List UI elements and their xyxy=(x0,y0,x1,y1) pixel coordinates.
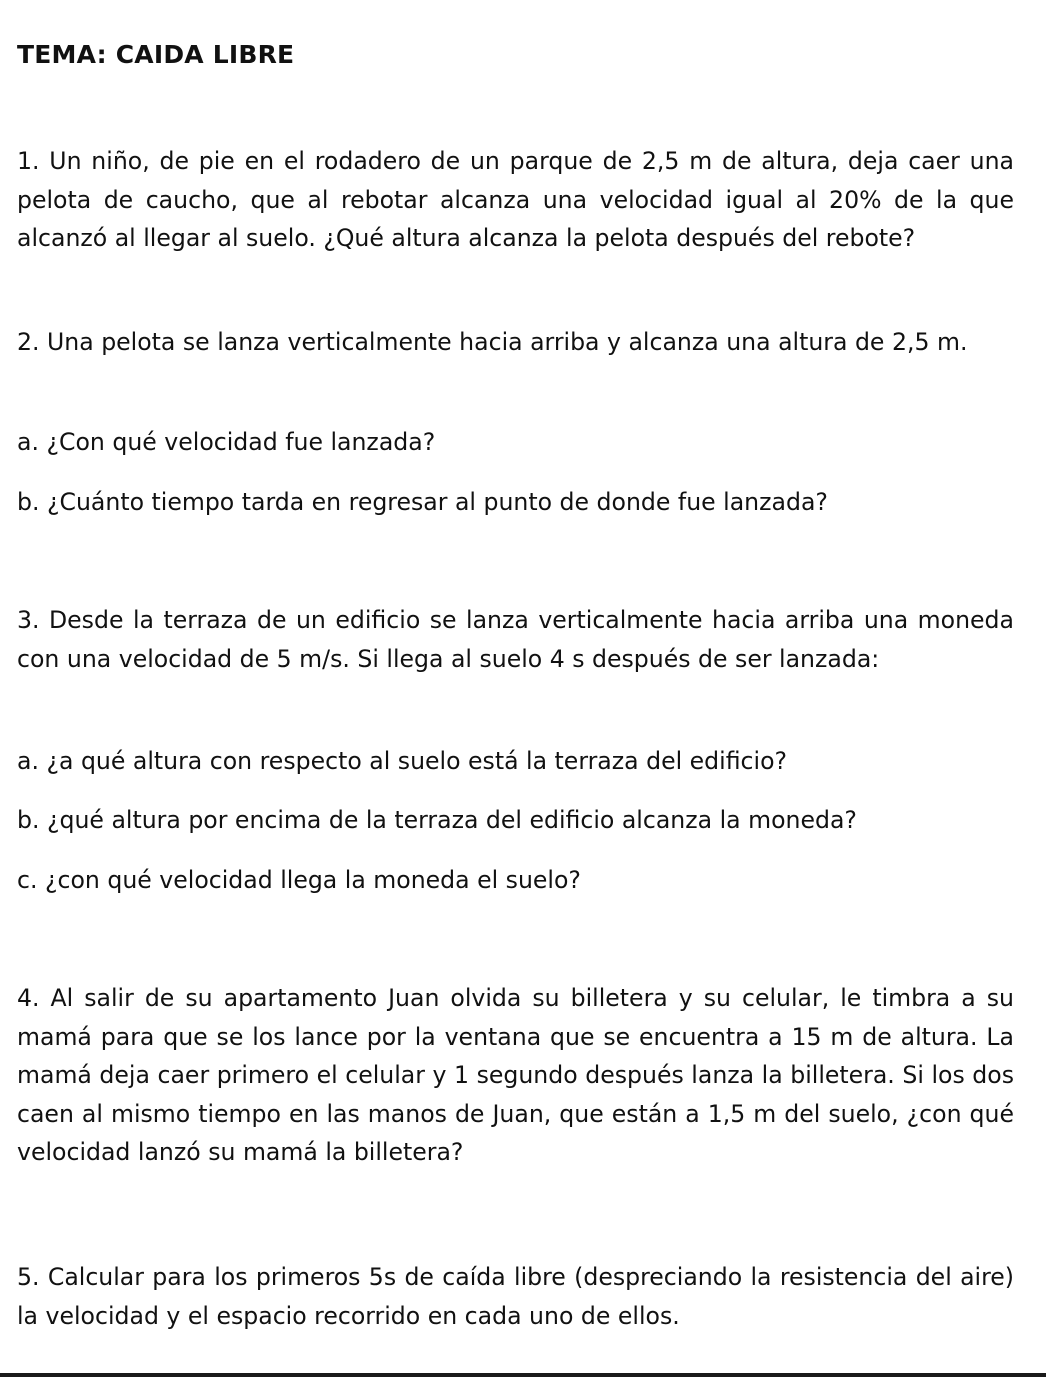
problem-3-statement: 3. Desde la terraza de un edificio se lanza verticalmente hacia arriba una moneda con una velocidad de 5 m/s. Si llega al suelo 4 s después de ser lanzada: xyxy=(17,606,1014,673)
page-title: TEMA: CAIDA LIBRE xyxy=(17,40,295,69)
problem-2-part-b: b. ¿Cuánto tiempo tarda en regresar al punto de donde fue lanzada? xyxy=(17,488,828,516)
problem-1-statement: 1. Un niño, de pie en el rodadero de un parque de 2,5 m de altura, deja caer una pelota de caucho, que al rebotar alcanza una velocidad igual al 20% de la que alcanzó al llegar al suelo. ¿Qué altura alcanza la pelota después del rebote? xyxy=(17,147,1014,252)
problem-3-part-a: a. ¿a qué altura con respecto al suelo está la terraza del edificio? xyxy=(17,747,788,775)
problem-5-statement: 5. Calcular para los primeros 5s de caída libre (despreciando la resistencia del aire) la velocidad y el espacio recorrido en cada uno de ellos. xyxy=(17,1263,1014,1330)
problem-3-part-c: c. ¿con qué velocidad llega la moneda el suelo? xyxy=(17,866,581,894)
bottom-divider xyxy=(0,1373,1046,1377)
problem-3-part-b: b. ¿qué altura por encima de la terraza del edificio alcanza la moneda? xyxy=(17,806,857,834)
problem-4-statement: 4. Al salir de su apartamento Juan olvida su billetera y su celular, le timbra a su mamá para que se los lance por la ventana que se encuentra a 15 m de altura. La mamá deja caer primero el celular y 1 segundo después lanza la billetera. Si los dos caen al mismo tiempo en las manos de Juan, que están a 1,5 m del suelo, ¿con qué velocidad lanzó su mamá la billetera? xyxy=(17,984,1014,1166)
problem-2-part-a: a. ¿Con qué velocidad fue lanzada? xyxy=(17,428,436,456)
problem-2-statement: 2. Una pelota se lanza verticalmente hacia arriba y alcanza una altura de 2,5 m. xyxy=(17,328,968,356)
